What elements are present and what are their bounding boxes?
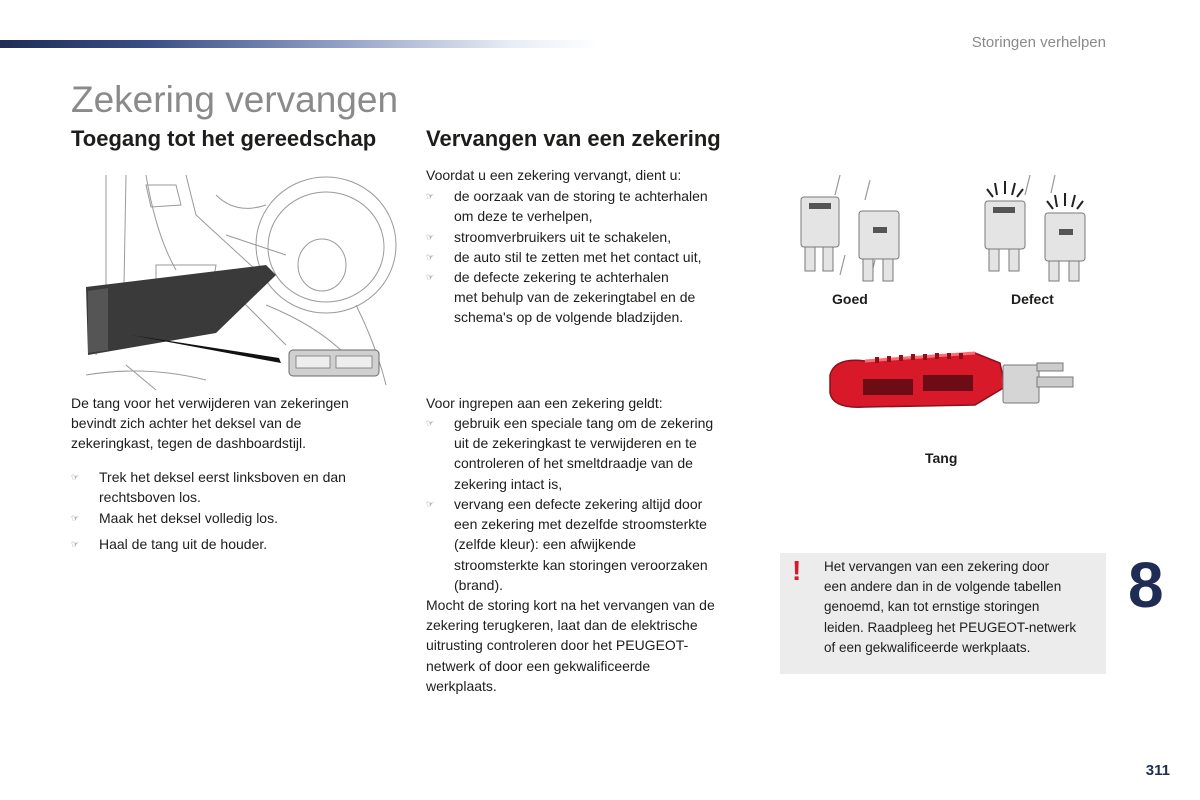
warning-icon: ! xyxy=(792,555,802,586)
heading-tool-access: Toegang tot het gereedschap xyxy=(71,126,377,151)
bullet-icon: ☞ xyxy=(71,539,80,549)
list-item: ☞ Maak het deksel volledig los. xyxy=(71,508,401,528)
section-title: Storingen verhelpen xyxy=(971,34,1106,51)
bullet-icon: ☞ xyxy=(426,272,435,282)
bullet-icon: ☞ xyxy=(426,252,435,262)
chapter-number: 8 xyxy=(1128,549,1164,621)
list-item: ☞ Haal de tang uit de houder. xyxy=(71,534,401,554)
fuse-good-illustration xyxy=(795,175,905,283)
list-item: ☞ stroomverbruikers uit te schakelen, xyxy=(426,227,766,247)
before-intro: Voordat u een zekering vervangt, dient u: xyxy=(426,167,682,183)
intervention-intro: Voor ingrepen aan een zekering geldt: xyxy=(426,395,663,411)
header-gradient-bar xyxy=(0,40,600,48)
bullet-icon: ☞ xyxy=(426,499,435,509)
bullet-icon: ☞ xyxy=(71,513,80,523)
closing-text: Mocht de storing kort na het vervangen van de zekering terugkeren, laat dan de elektrische uitrusting controleren door het PEUGEOT- netwerk of door een gekwalificeerde werkplaats. xyxy=(426,597,715,694)
list-item: ☞ de oorzaak van de storing te achterhalen om deze te verhelpen, xyxy=(426,188,708,225)
list-item: ☞ Trek het deksel eerst linksboven en dan rechtsboven los. xyxy=(71,469,346,506)
label-defect: Defect xyxy=(1011,291,1054,307)
page-title: Zekering vervangen xyxy=(71,79,399,120)
bullet-icon: ☞ xyxy=(71,472,80,482)
list-item: ☞ vervang een defecte zekering altijd door een zekering met dezelfde stroomsterkte (zelfde kleur): een afwijkende stroomsterkte kan storingen veroorzaken (brand). xyxy=(426,496,708,593)
page-number: 311 xyxy=(1145,762,1170,779)
list-item: ☞ de auto stil te zetten met het contact uit, xyxy=(426,247,766,267)
fuse-puller-illustration xyxy=(825,345,1080,420)
warning-text: Het vervangen van een zekering door een andere dan in de volgende tabellen genoemd, kan tot ernstige storingen leiden. Raadpleeg het PEUGEOT-netwerk of een gekwalificeerde werkplaats. xyxy=(824,559,1077,655)
tool-location-text: De tang voor het verwijderen van zekeringen bevindt zich achter het deksel van de zekeringkast, tegen de dashboardstijl. xyxy=(71,395,349,452)
bullet-icon: ☞ xyxy=(426,418,435,428)
heading-replace-fuse: Vervangen van een zekering xyxy=(426,126,721,151)
label-good: Goed xyxy=(832,291,868,307)
list-item: ☞ gebruik een speciale tang om de zekering uit de zekeringkast te verwijderen en te controleren of het smeltdraadje van de zekering intact is, xyxy=(426,415,714,492)
label-tang: Tang xyxy=(925,450,958,466)
dashboard-illustration xyxy=(86,175,400,392)
bullet-icon: ☞ xyxy=(426,232,435,242)
list-item: ☞ de defecte zekering te achterhalen met behulp van de zekeringtabel en de schema's op de volgende bladzijden. xyxy=(426,269,696,326)
fuse-defect-illustration xyxy=(975,175,1100,283)
bullet-icon: ☞ xyxy=(426,191,435,201)
